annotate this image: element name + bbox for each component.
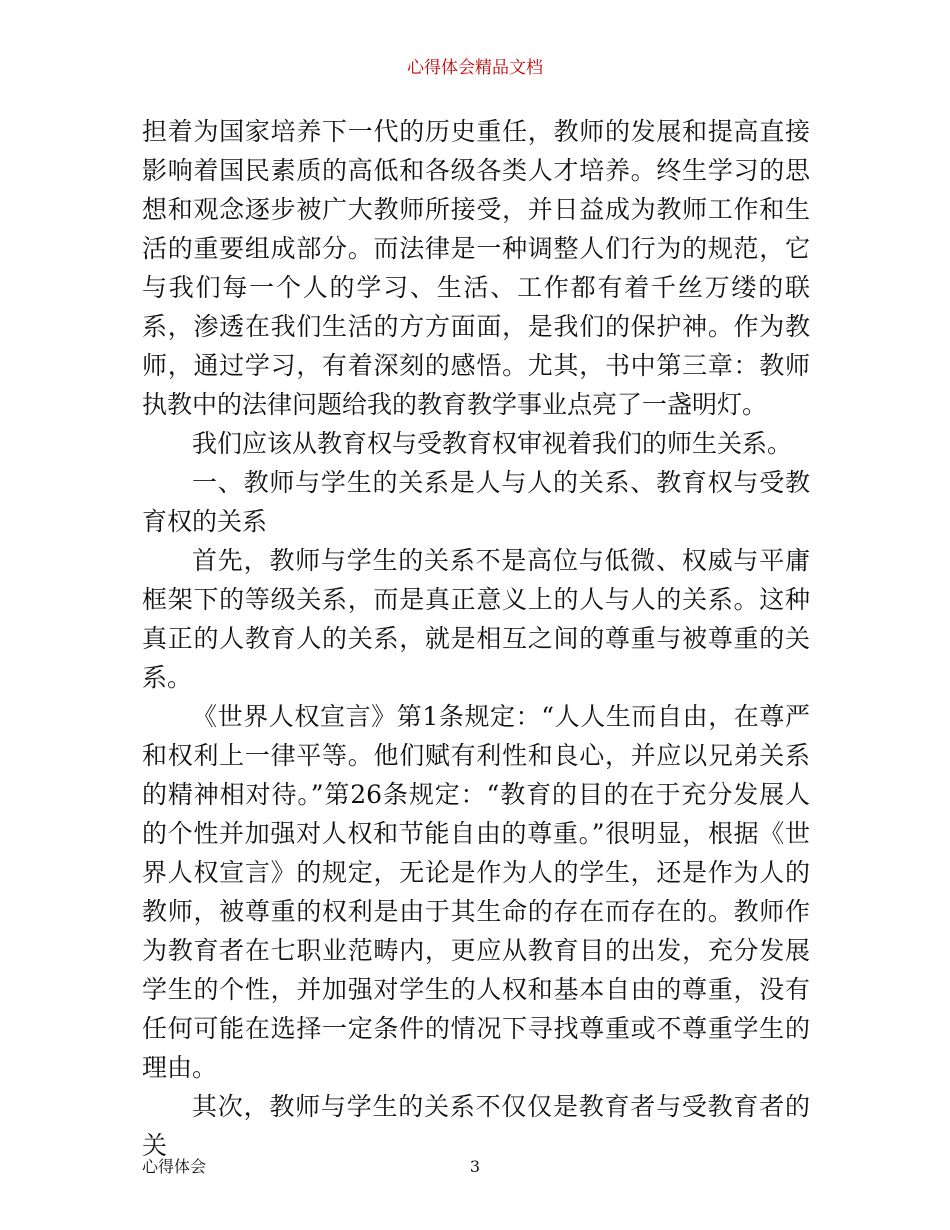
document-body: [142, 112, 810, 1165]
paragraph-3: 一、教师与学生的关系是人与人的关系、教育权与受教育权的关系: [142, 468, 810, 536]
paragraph-1: 担着为国家培养下一代的历史重任，教师的发展和提高直接影响着国民素质的高低和各级各类人才培养。终生学习的思想和观念逐步被广大教师所接受，并日益成为教师工作和生活的重要组成部分。而法律是一种调整人们行为的规范，它与我们每一个人的学习、生活、工作都有着千丝万缕的联系，渗透在我们生活的方方面面，是我们的保护神。作为教师，通过学习，有着深刻的感悟。尤其，书中第三章：教师执教中的法律问题给我的教育教学事业点亮了一盏明灯。: [142, 117, 810, 419]
page-header-title: 心得体会精品文档: [407, 58, 543, 78]
paragraph-2: 我们应该从教育权与受教育权审视着我们的师生关系。: [192, 429, 793, 458]
page-number: 3: [469, 1157, 481, 1176]
footer-label: 心得体会: [142, 1157, 207, 1176]
paragraph-4: 首先，教师与学生的关系不是高位与低微、权威与平庸框架下的等级关系，而是真正意义上的人与人的关系。这种真正的人教育人的关系，就是相互之间的尊重与被尊重的关系。: [142, 546, 810, 692]
paragraph-6: 其次，教师与学生的关系不仅仅是教育者与受教育者的关: [142, 1092, 810, 1160]
paragraph-5: 《世界人权宣言》第1条规定：“人人生而自由，在尊严和权利上一律平等。他们赋有利性和良心，并应以兄弟关系的精神相对待。”第26条规定：“教育的目的在于充分发展人的个性并加强对人权和节能自由的尊重。”很明显，根据《世界人权宣言》的规定，无论是作为人的学生，还是作为人的教师，被尊重的权利是由于其生命的存在而存在的。教师作为教育者在七职业范畴内，更应从教育目的出发，充分发展学生的个性，并加强对学生的人权和基本自由的尊重，没有任何可能在选择一定条件的情况下寻找尊重或不尊重学生的理由。: [142, 702, 810, 1082]
